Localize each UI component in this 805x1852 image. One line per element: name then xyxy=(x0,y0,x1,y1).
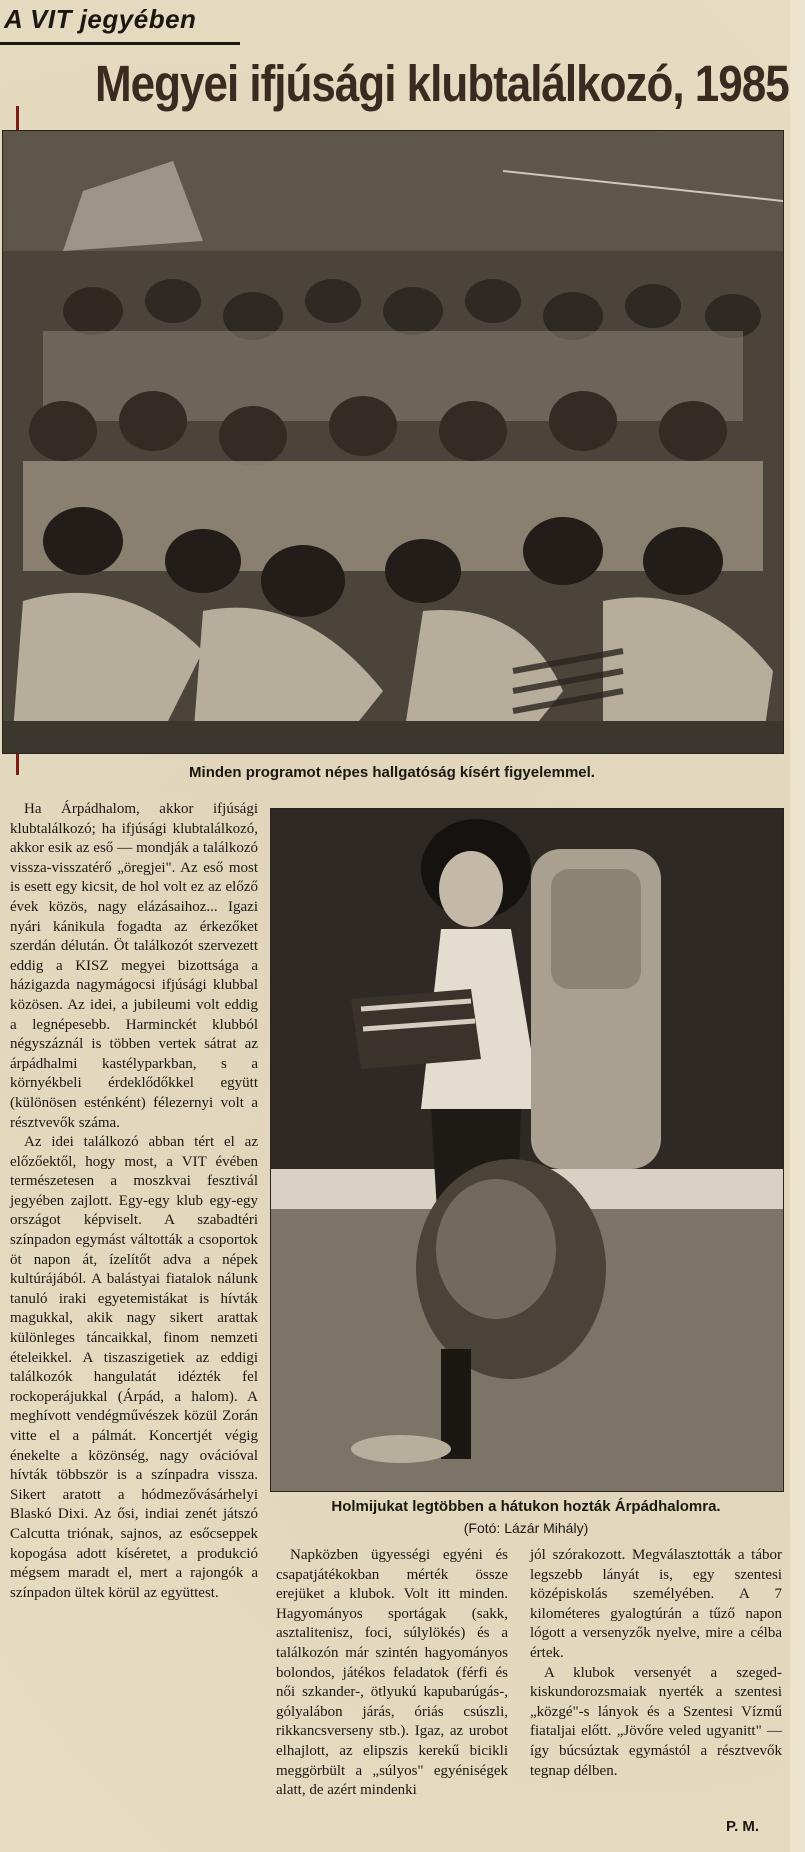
crowd-photo xyxy=(2,130,784,754)
backpacker-photo xyxy=(270,808,784,1492)
article-column xyxy=(530,1546,782,1781)
section-kicker: A VIT jegyében xyxy=(4,4,197,34)
author-signature: P. M. xyxy=(726,1818,760,1835)
article-paragraph: jól szórakozott. Megválasztották a tábor legszebb lányát is, egy szentesi középiskolás személyében. A 7 kilométeres gyalogtúrán a tűző napon lógott a versenyzők nyelve, mire a célba értek. xyxy=(530,1547,782,1661)
article-column xyxy=(276,1546,508,1801)
article-paragraph: Ha Árpádhalom, akkor ifjúsági klubtalálkozó; ha ifjúsági klubtalálkozó, akkor esik az eső — mondják a találkozó vissza-visszatérő „öregjei". Az eső most is esett egy kicsit, de hol volt ez az előző évek közös, nagy elázásaihoz... Igazi nyári kánikula fogadta az érkezőket szerdán délután. Öt találkozót szervezett eddig a KISZ megyei bizottsága a házigazda nagymágocsi ifjúsági klubbal közösen. Az idei, a jubileumi volt eddig a legnépesebb. Harminckét klubból négyszáznál is többen vertek sátrat az árpádhalmi kastélyparkban, s a környékbeli érdeklődőkkel együtt (különösen esténként) félezernyi volt a résztvevők száma. xyxy=(10,801,258,1131)
backpacker-photo-illustration xyxy=(271,809,783,1491)
article-column xyxy=(10,800,258,1603)
article-paragraph: A klubok versenyét a szeged-kiskundorozsmaiak nyerték a szentesi „közgé"-s lányok és a Szentesi Vízmű fiataljai előtt. „Jövőre veled ugyanitt" — így búcsúztak egymástól a résztvevők tegnap délben. xyxy=(530,1664,782,1779)
article-paragraph: Napközben ügyességi egyéni és csapatjátékokban mérték össze erejüket a klubok. Volt itt minden. Hagyományos sportágak (sakk, asztalitenisz, foci, súlylökés) és a találkozón már szintén hagyományos bolondos, játékos feladatok (férfi és női szkander-, ötlyukú kapubarúgás-, gólyalábon járás, óriás csúszli, rikkancsverseny stb.). Igaz, az urobot elhajlott, az elipszis kerekű bicikli meggörbült a „súlyos" egyéniségek alatt, de azért mindenki xyxy=(276,1547,508,1799)
article-paragraph: Az idei találkozó abban tért el az előzőektől, hogy most, a VIT évében természetesen a moszkvai fesztivál jegyében zajlott. Egy-egy klub egy-egy országot képviselt. A szabadtéri színpadon egymást váltották a csoportok öt napon át, ízelítőt adva a népek kultúrájából. A balástyai fiatalok nálunk tanuló iraki egyetemistákat is hívták magukkal, akik nagy sikert arattak különleges táncaikkal, finom nemzeti ételeikkel. A tiszaszigetiek az eddigi találkozók hangulatát idézték fel rockoperájukkal (Árpád, a halom). A meghívott vendégművészek közül Zorán vitte el a pálmát. Koncertjét végig énekelte a közönség, nagy ovációval hívták többször is a színpadra vissza. Sikert aratott a hódmezővásárhelyi Blaskó Dixi. Az ősi, indiai zenét játszó Calcutta triónak, sajnos, az esőcseppek kopogása adott kíséretet, a produkció mégsem maradt el, mert a rajongók a színpadon ültek körül az együttest. xyxy=(10,1134,258,1601)
headline: Megyei ifjúsági klubtalálkozó, 1985 xyxy=(95,56,789,113)
photo-credit: (Fotó: Lázár Mihály) xyxy=(463,1520,589,1536)
crowd-photo-illustration xyxy=(3,131,783,753)
photo-caption: Minden programot népes hallgatóság kísért figyelemmel. xyxy=(189,764,595,781)
kicker-rule xyxy=(0,42,240,45)
photo-caption: Holmijukat legtöbben a hátukon hozták Árpádhalomra. xyxy=(331,1498,721,1515)
